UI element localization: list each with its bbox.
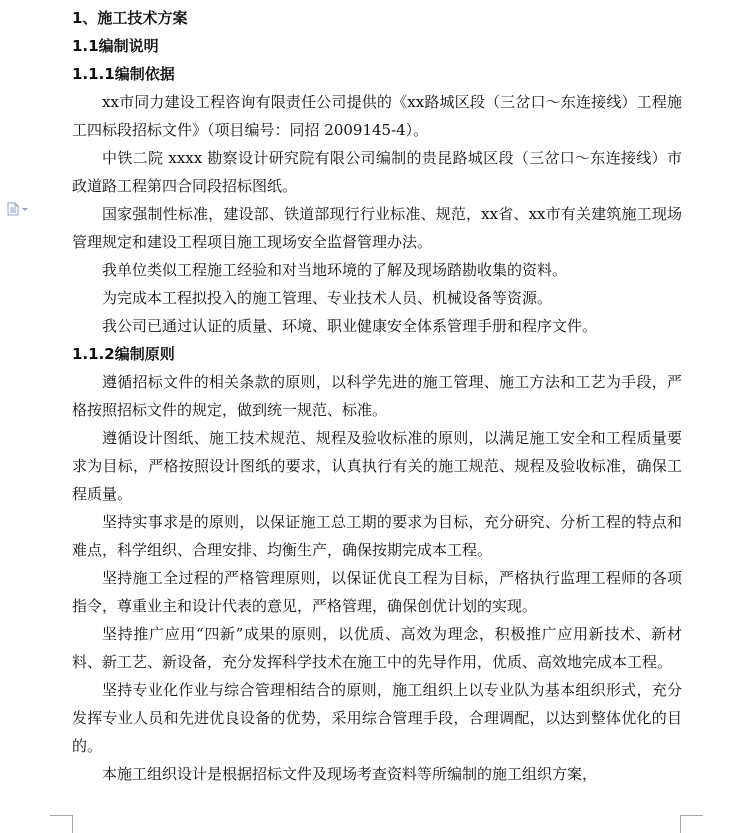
basis-paragraph: 我单位类似工程施工经验和对当地环境的了解及现场踏勘收集的资料。 (102, 261, 568, 279)
basis-paragraph: 中铁二院 xxxx 勘察设计研究院有限公司编制的贵昆路城区段（三岔口～东连接线）市政道路工程第四合同段招标图纸。 (72, 149, 682, 195)
heading-level-1: 1、施工技术方案 (72, 9, 188, 27)
page-corner-mark-right (680, 815, 703, 833)
basis-paragraph: 为完成本工程拟投入的施工管理、专业技术人员、机械设备等资源。 (102, 289, 553, 307)
basis-paragraph: xx市同力建设工程咨询有限责任公司提供的《xx路城区段（三岔口～东连接线）工程施工四标段招标文件》（项目编号：同招 2009145-4）。 (72, 93, 682, 139)
heading-level-3-principles: 1.1.2编制原则 (72, 345, 175, 363)
page-corner-mark-left (50, 815, 73, 833)
principle-paragraph: 坚持实事求是的原则，以保证施工总工期的要求为目标，充分研究、分析工程的特点和难点，科学组织、合理安排、均衡生产，确保按期完成本工程。 (72, 513, 682, 559)
heading-level-2: 1.1编制说明 (72, 37, 159, 55)
document-icon[interactable] (6, 201, 34, 215)
basis-paragraph: 我公司已通过认证的质量、环境、职业健康安全体系管理手册和程序文件。 (102, 317, 598, 335)
principle-paragraph: 坚持推广应用“四新”成果的原则，以优质、高效为理念，积极推广应用新技术、新材料、新工艺、新设备，充分发挥科学技术在施工中的先导作用，优质、高效地完成本工程。 (72, 625, 682, 671)
principle-paragraph: 遵循设计图纸、施工技术规范、规程及验收标准的原则，以满足施工安全和工程质量要求为目标，严格按照设计图纸的要求，认真执行有关的施工规范、规程及验收标准，确保工程质量。 (72, 429, 682, 503)
principle-paragraph: 遵循招标文件的相关条款的原则，以科学先进的施工管理、施工方法和工艺为手段，严格按照招标文件的规定，做到统一规范、标准。 (72, 373, 682, 419)
heading-level-3-basis: 1.1.1编制依据 (72, 65, 175, 83)
basis-paragraph: 国家强制性标准，建设部、铁道部现行行业标准、规范，xx省、xx市有关建筑施工现场管理规定和建设工程项目施工现场安全监督管理办法。 (72, 205, 682, 251)
document-body[interactable] (72, 4, 682, 788)
principle-paragraph: 本施工组织设计是根据招标文件及现场考查资料等所编制的施工组织方案， (102, 765, 598, 783)
principle-paragraph: 坚持专业化作业与综合管理相结合的原则，施工组织上以专业队为基本组织形式，充分发挥专业人员和先进优良设备的优势，采用综合管理手段，合理调配，以达到整体优化的目的。 (72, 681, 682, 755)
principle-paragraph: 坚持施工全过程的严格管理原则，以保证优良工程为目标，严格执行监理工程师的各项指令，尊重业主和设计代表的意见，严格管理，确保创优计划的实现。 (72, 569, 682, 615)
